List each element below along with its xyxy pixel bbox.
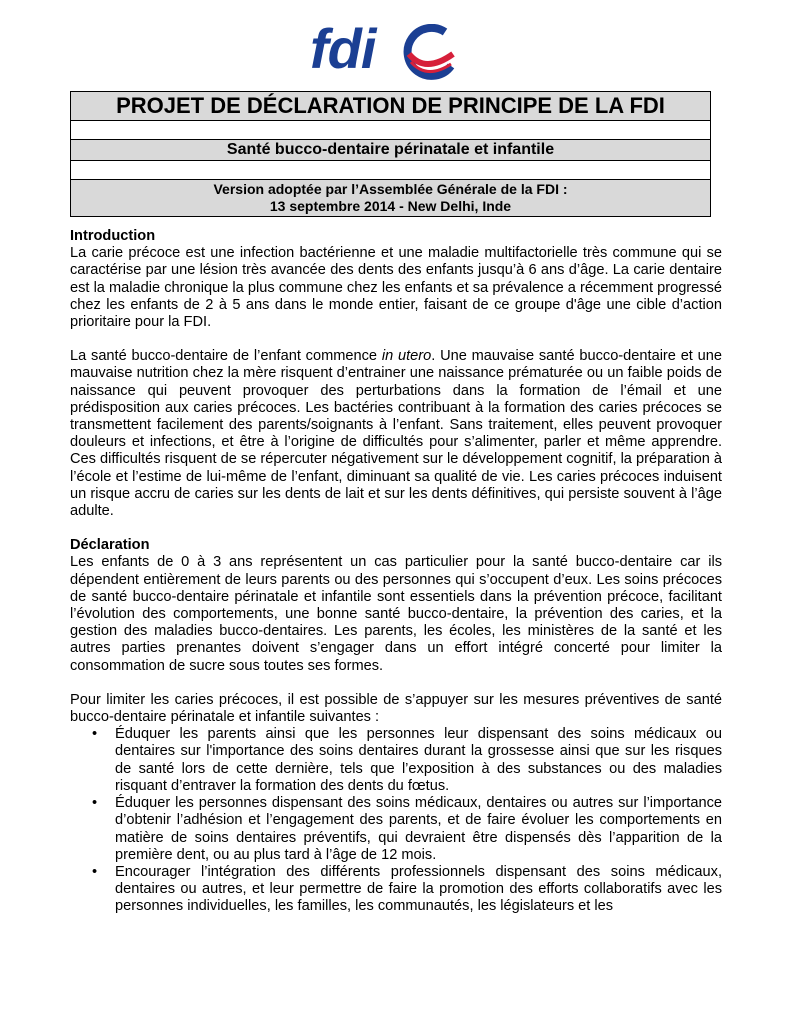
document-title: PROJET DE DÉCLARATION DE PRINCIPE DE LA FDI bbox=[71, 92, 711, 121]
declaration-paragraph-2: Pour limiter les caries précoces, il est possible de s’appuyer sur les mesures préventives de santé bucco-dentaire périnatale et infantile suivantes : bbox=[70, 691, 722, 726]
intro-p2-start: La santé bucco-dentaire de l’enfant commence bbox=[70, 348, 382, 365]
version-info bbox=[71, 180, 711, 217]
list-item: • Éduquer les parents ainsi que les personnes leur dispensant des soins médicaux ou dentaires sur l'importance des soins dentaires durant la grossesse ainsi que sur les risques de santé lors de cette dernière, tels que l’exposition à des substances ou des maladies risquant d’entraver la formation des dents du fœtus. bbox=[70, 726, 722, 795]
declaration-header-table bbox=[70, 91, 711, 217]
intro-heading: Introduction bbox=[70, 228, 156, 244]
logo-text: fdi bbox=[310, 17, 376, 80]
header-spacer bbox=[71, 121, 711, 140]
declaration-heading: Déclaration bbox=[70, 537, 150, 554]
intro-paragraph-1: La carie précoce est une infection bactérienne et une maladie multifactorielle très commune qui se caractérise par une lésion très avancée des dents des enfants jusqu’à 6 ans d’âge. La carie dentaire est la maladie chronique la plus commune chez les enfants et sa prévalence a récemment progressé chez les enfants de 2 à 5 ans dans le monde entier, faisant de ce groupe d'âge une cible d’action prioritaire pour la FDI. bbox=[70, 245, 722, 331]
document-subtitle: Santé bucco-dentaire périnatale et infantile bbox=[71, 140, 711, 161]
list-item: • Encourager l’intégration des différents professionnels dispensant des soins médicaux, dentaires ou autres, et leur permettre de faire la promotion des efforts collaboratifs avec les personnes individuelles, les familles, les communautés, les législateurs et les bbox=[70, 864, 722, 916]
intro-p2-rest: . Une mauvaise santé bucco-dentaire et une mauvaise nutrition chez la mère risquent d’entrainer une naissance prématurée ou un faible poids de naissance qui peuvent provoquer des perturbations dans la formation de l’émail et une prédisposition aux caries précoces. Les bactéries contribuant à la formation des caries précoces se transmettent facilement des parents/soignants à l’enfant. Sans traitement, elles peuvent provoquer douleurs et infections, et être à l’origine de difficultés pour s’alimenter, parler et même apprendre. Ces difficultés risquent de se répercuter négativement sur le développement cognitif, la préparation à l’école et l’estime de lui-même de l’enfant, diminuant sa qualité de vie. Les caries précoces induisent un risque accru de caries sur les dents de lait et sur les dents définitives, qui persiste souvent à l’âge adulte. bbox=[70, 348, 722, 520]
list-item: • Éduquer les personnes dispensant des soins médicaux, dentaires ou autres sur l’importance d’obtenir l’adhésion et l’engagement des parents, et de faire évoluer les comportements en matière de soins dentaires préventifs, qui devraient être dispensés dès l’apparition de la première dent, ou au plus tard à l’âge de 12 mois. bbox=[70, 795, 722, 864]
fdi-swoosh-icon bbox=[395, 24, 457, 82]
version-line-1: Version adoptée par l’Assemblée Générale de la FDI : bbox=[213, 181, 568, 197]
measures-list bbox=[70, 726, 722, 915]
document-body bbox=[70, 228, 722, 916]
intro-paragraph-2 bbox=[70, 348, 722, 520]
intro-p2-emphasis: in utero bbox=[381, 348, 432, 365]
fdi-logo bbox=[310, 17, 470, 82]
declaration-paragraph-1: Les enfants de 0 à 3 ans représentent un cas particulier pour la santé bucco-dentaire car ils dépendent entièrement de leurs parents ou des personnes qui s’occupent d’eux. Les soins précoces de santé bucco-dentaire périnatale et infantile sont essentiels dans la prévention précoce, facilitant l’évolution des comportements, une bonne santé bucco-dentaire, la prévention des caries, et la gestion des maladies bucco-dentaires. Les parents, les écoles, les ministères de la santé et les autres parties prenantes doivent s’engager dans un effort intégré concerté pour limiter la consommation de sucre sous toutes ses formes. bbox=[70, 554, 722, 674]
header-spacer bbox=[71, 161, 711, 180]
version-line-2: 13 septembre 2014 - New Delhi, Inde bbox=[269, 198, 512, 214]
